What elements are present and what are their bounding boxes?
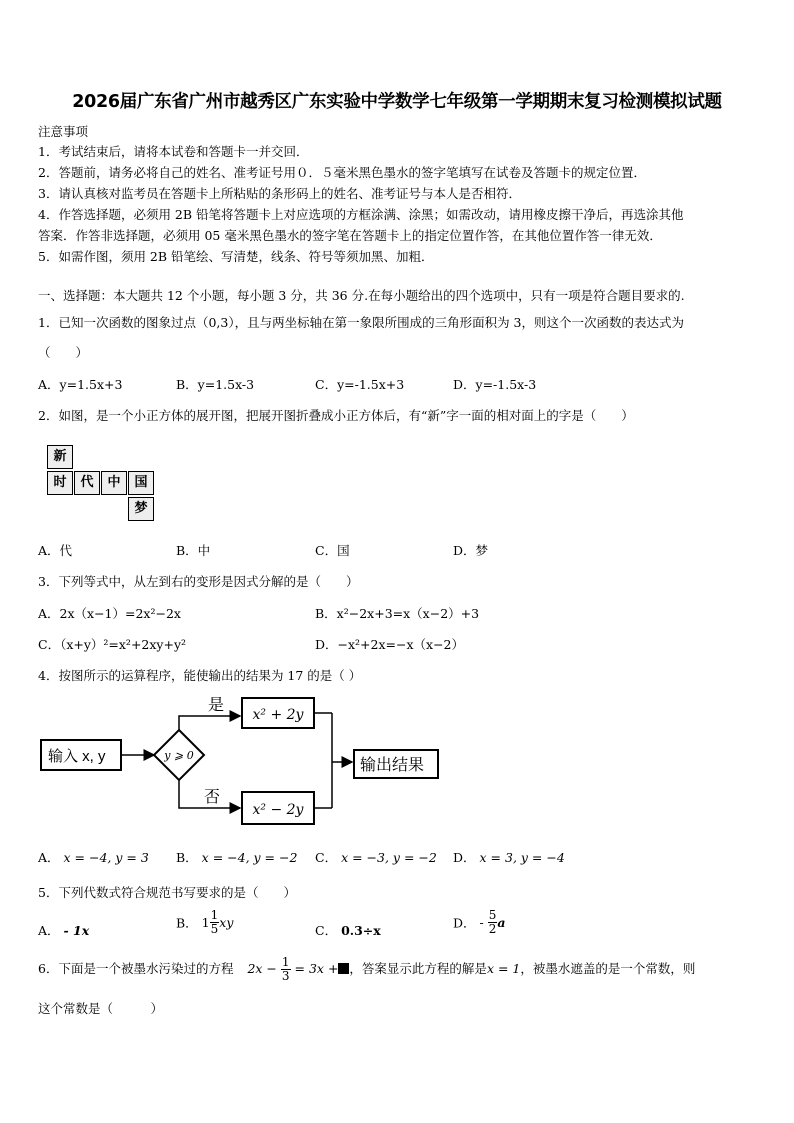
question-3-option-c[interactable]: C．（x+y）²=x²+2xy+y²: [38, 637, 187, 652]
flow-input-label: 输入 x, y: [48, 748, 106, 765]
flow-output-label: 输出结果: [360, 757, 425, 774]
question-1-stem: 1．已知一次函数的图象过点（0,3），且与两坐标轴在第一象限所围成的三角形面积为 3，则这个一次函数的表达式为: [38, 315, 685, 330]
question-2-option-b[interactable]: B．中: [176, 543, 211, 558]
question-4-option-a[interactable]: A． x = −4, y = 3: [38, 850, 149, 865]
net-cell: 新: [47, 445, 73, 469]
notice-item: 5．如需作图，须用 2B 铅笔绘、写清楚，线条、符号等须加黑、加粗．: [38, 249, 434, 264]
question-5-option-b[interactable]: B． 1 $\frac{1}{5}$ xy: [176, 908, 234, 936]
notice-heading: 注意事项: [38, 124, 89, 139]
section-heading: 一、选择题：本大题共 12 个小题，每小题 3 分，共 36 分.在每小题给出的四个选项中，只有一项是符合题目要求的.: [38, 288, 685, 303]
question-4-option-d[interactable]: D． x = 3, y = −4: [453, 850, 565, 865]
notice-item: 2．答题前，请务必将自己的姓名、准考证号用０．５毫米黑色墨水的签字笔填写在试卷及答题卡的规定位置．: [38, 165, 646, 180]
question-5-option-a[interactable]: A． - 1x: [38, 923, 90, 938]
fraction: $\frac{1}{3}$: [281, 955, 290, 983]
question-6-stem: 6．下面是一个被墨水污染过的方程 2x − $\frac{1}{3}$ = 3x + ，答案显示此方程的解是x = 1，被墨水遮盖的是一个常数，则: [38, 955, 696, 983]
question-2-stem: 2．如图，是一个小正方体的展开图，把展开图折叠成小正方体后，有“新”字一面的相对面上的字是（ ）: [38, 408, 634, 423]
fraction: $\frac{1}{5}$: [210, 908, 219, 936]
question-2-option-a[interactable]: A．代: [38, 543, 73, 558]
notice-item: 答案．作答非选择题，必须用 05 毫米黑色墨水的签字笔在答题卡上的指定位置作答，在其他位置作答一律无效．: [38, 228, 662, 243]
flow-yes-expr: x² + 2y: [252, 707, 304, 723]
flow-yes-label: 是: [208, 697, 225, 714]
question-3-option-d[interactable]: D．−x²+2x=−x（x−2）: [315, 637, 465, 652]
fraction: $\frac{5}{2}$: [488, 908, 497, 936]
question-3-stem: 3．下列等式中，从左到右的变形是因式分解的是（ ）: [38, 574, 359, 589]
net-cell: 代: [74, 471, 100, 495]
question-2-option-c[interactable]: C．国: [315, 543, 350, 558]
question-4-option-b[interactable]: B． x = −4, y = −2: [176, 850, 298, 865]
net-cell: 中: [101, 471, 127, 495]
question-3-option-a[interactable]: A．2x（x−1）=2x²−2x: [38, 606, 181, 621]
question-2-option-d[interactable]: D．梦: [453, 543, 489, 558]
question-5-stem: 5．下列代数式符合规范书写要求的是（ ）: [38, 885, 296, 900]
flowchart-figure: [36, 690, 456, 835]
question-5-option-d[interactable]: D． - $\frac{5}{2}$ a: [453, 908, 506, 936]
question-1-option-b[interactable]: B．y=1.5x-3: [176, 377, 255, 392]
question-4-option-c[interactable]: C． x = −3, y = −2: [315, 850, 437, 865]
question-5-option-c[interactable]: C． 0.3÷x: [315, 923, 381, 938]
question-1-stem-cont: （ ）: [38, 345, 89, 360]
net-cell: 梦: [128, 497, 154, 521]
question-3-option-b[interactable]: B．x²−2x+3=x（x−2）+3: [315, 606, 480, 621]
page-title: 2026届广东省广州市越秀区广东实验中学数学七年级第一学期期末复习检测模拟试题: [72, 92, 722, 112]
question-1-option-c[interactable]: C．y=-1.5x+3: [315, 377, 405, 392]
question-1-option-a[interactable]: A．y=1.5x+3: [38, 377, 123, 392]
question-1-option-d[interactable]: D．y=-1.5x-3: [453, 377, 537, 392]
question-6-stem-cont: 这个常数是（ ）: [38, 1001, 164, 1016]
flow-condition-label: y ⩾ 0: [164, 749, 194, 762]
flow-no-expr: x² − 2y: [252, 802, 304, 818]
notice-item: 1．考试结束后，请将本试卷和答题卡一并交回．: [38, 144, 309, 159]
question-4-stem: 4．按图所示的运算程序，能使输出的结果为 17 的是（ ）: [38, 668, 362, 683]
ink-blot-icon: [338, 963, 349, 974]
notice-item: 4．作答选择题，必须用 2B 铅笔将答题卡上对应选项的方框涂满、涂黑；如需改动，请用橡皮擦干净后，再选涂其他: [38, 207, 684, 222]
flow-no-label: 否: [204, 789, 221, 806]
net-cell: 国: [128, 471, 154, 495]
notice-item: 3．请认真核对监考员在答题卡上所粘贴的条形码上的姓名、准考证号与本人是否相符．: [38, 186, 521, 201]
net-cell: 时: [47, 471, 73, 495]
